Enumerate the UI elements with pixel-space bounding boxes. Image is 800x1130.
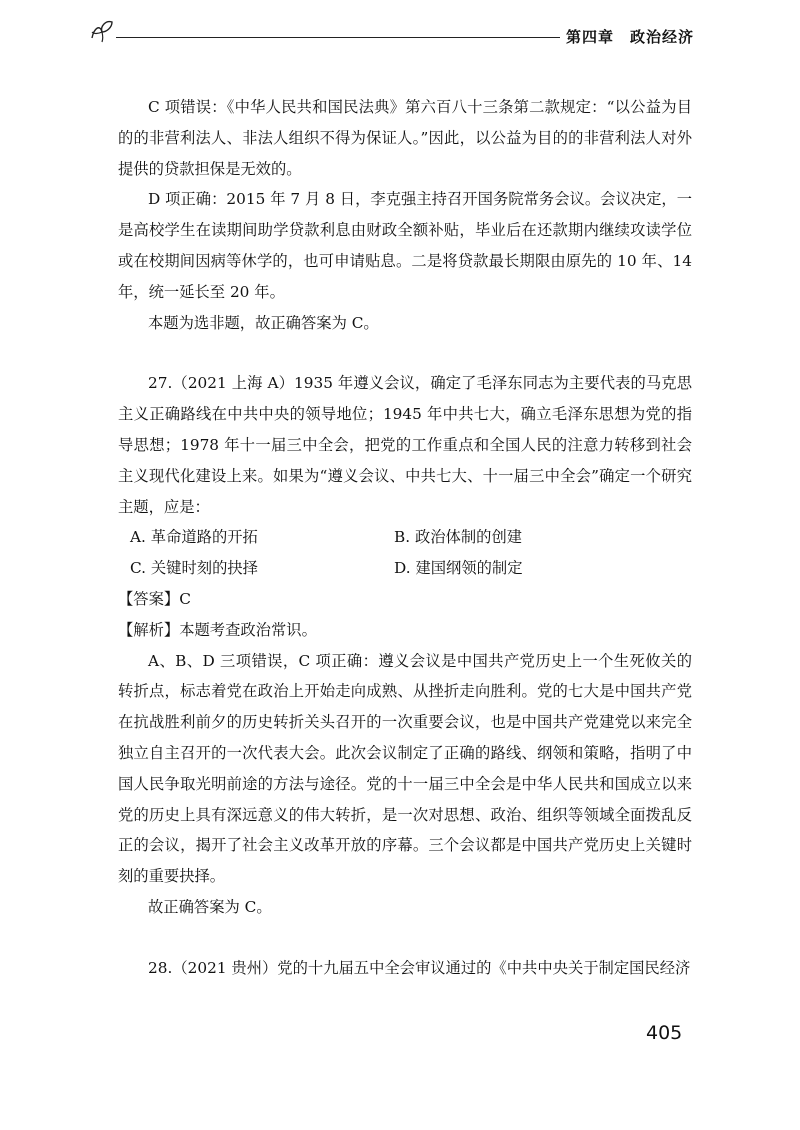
paragraph-option-c-explanation: C 项错误：《中华人民共和国民法典》第六百八十三条第二款规定：“以公益为目的的非营利法人、非法人组织不得为保证人。”因此，以公益为目的的非营利法人对外提供的贷款担保是无效的。 <box>118 98 692 178</box>
leaf-icon <box>88 18 116 44</box>
analysis-label: 【解析】本题考查政治常识。 <box>118 620 317 639</box>
option-d: D. 建国纲领的制定 <box>394 559 523 578</box>
header-rule <box>116 37 560 38</box>
question-27-conclusion: 故正确答案为 C。 <box>148 897 272 916</box>
analysis-text: A、B、D 三项错误，C 项正确：遵义会议是中国共产党历史上一个生死攸关的转折点，标志着党在政治上开始走向成熟、从挫折走向胜利。党的七大是中国共产党在抗战胜利前夕的历史转折关头召开的一次重要会议，也是中国共产党建党以来完全独立自主召开的一次代表大会。此次会议制定了正确的路线、纲领和策略，指明了中国人民争取光明前途的方法与途径。党的十一届三中全会是中华人民共和国成立以来党的历史上具有深远意义的伟大转折，是一次对思想、政治、组织等领域全面拨乱反正的会议，揭开了社会主义改革开放的序幕。三个会议都是中国共产党历史上关键时刻的重要抉择。 <box>118 651 692 886</box>
option-c: C. 关键时刻的抉择 <box>130 559 258 578</box>
paragraph-conclusion-26: 本题为选非题，故正确答案为 C。 <box>148 313 379 332</box>
question-28-stem: 28.（2021 贵州）党的十九届五中全会审议通过的《中共中央关于制定国民经济 <box>148 958 691 977</box>
option-b: B. 政治体制的创建 <box>394 528 523 547</box>
option-a: A. 革命道路的开拓 <box>130 528 258 547</box>
question-27-options <box>118 522 692 584</box>
answer-label: 【答案】C <box>118 589 191 608</box>
page-body <box>118 92 692 984</box>
paragraph-option-d-explanation: D 项正确：2015 年 7 月 8 日，李克强主持召开国务院常务会议。会议决定，一是高校学生在读期间助学贷款利息由财政全额补贴，毕业后在还款期内继续攻读学位或在校期间因病等休学的，也可申请贴息。二是将贷款最长期限由原先的 10 年、14 年，统一延长至 20 年。 <box>118 190 692 301</box>
chapter-title: 第四章 政治经济 <box>565 28 694 46</box>
question-27-stem: 27.（2021 上海 A）1935 年遵义会议，确定了毛泽东同志为主要代表的马克思主义正确路线在中共中央的领导地位；1945 年中共七大，确立毛泽东思想为党的指导思想；1978 年十一届三中全会，把党的工作重点和全国人民的注意力转移到社会主义现代化建设上来。如果为“遵义会议、中共七大、十一届三中全会”确定一个研究主题，应是： <box>118 374 692 516</box>
page-header <box>88 18 700 48</box>
page-number: 405 <box>646 1022 683 1044</box>
